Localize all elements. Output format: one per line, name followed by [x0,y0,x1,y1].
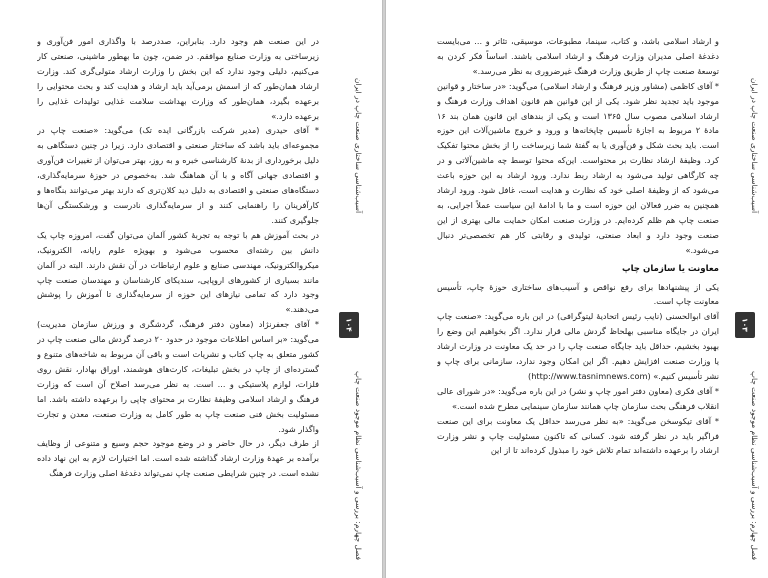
section-heading: معاونت یا سازمان چاپ [621,263,719,274]
right-page-text [437,34,719,574]
paragraph: یکی از پیشنهادها برای رفع نواقص و آسیب‌های ساختاری حوزهٔ چاپ، تأسیس معاونت چاپ است. [437,281,719,307]
page-number: ۱۰۴ [339,312,359,338]
right-page [385,0,768,578]
chapter-running-head: فصل چهارم: بررسی و آسیب‌شناسی نظام موجود صنعت چاپ [750,371,759,561]
chapter-running-head: فصل چهارم: بررسی و آسیب‌شناسی نظام موجود صنعت چاپ [354,371,363,561]
left-page-margin-header [335,34,363,578]
book-running-head: آسیب‌شناسی ساختاری صنعت چاپ در ایران [750,77,759,213]
paragraph: در بحث آموزش هم با توجه به تجربهٔ کشور آلمان می‌توان گفت، امروزه چاپ یک دانش بین رشته‌ای محسوب می‌شود و بهویژه علوم رایانه، الکترونیک، میکروالکترونیک، مهندسی صنایع و علوم ارتباطات در آن نقش دارند. البته در آلمان مانند بسیاری از کشورهای اروپایی، سندیکای کارشناسان و مهندسان صنعت چاپ وجود دارد که تمامی نیازهای این حوزه از سرمایه‌گذاری تا آموزش را پوشش می‌دهند.» [37,229,319,315]
paragraph: از طرف دیگر، در حال حاضر و در وضع موجود حجم وسیع و متنوعی از وظایف برآمده بر عهدهٔ وزارت ارشاد گذاشته شده است. اما اختیارات لازم به این نهاد داده نشده است. در چنین شرایطی صنعت چاپ نمی‌تواند دغدغهٔ اصلی وزارت فرهنگ [37,438,319,479]
right-page-margin-header [731,34,759,578]
paragraph: آقای ابوالحسنی (نایب رئیس اتحادیهٔ لیتوگرافی) در این باره می‌گوید: «صنعت چاپ ایران در جایگاه مناسبی بهلحاظ گردش مالی قرار ندارد. اگر بخواهیم این وضع را بهبود بخشیم، حداقل باید جایگاه صنعت چاپ را در حد یک معاونت در وزارت ارشاد یا وزارت صنعت افزایش دهیم. اگر این امکان وجود ندارد، سازمانی برای چاپ و نشر تأسیس کنیم.» (http://www.tasnimnews.com) [437,311,719,381]
book-running-head: آسیب‌شناسی ساختاری صنعت چاپ در ایران [354,77,363,213]
paragraph: در این صنعت هم وجود دارد. بنابراین، صددرصد با واگذاری امور فن‌آوری و زیرساختی به وزارت صنایع موافقم. در ضمن، چون ما بهطور ماشینی، صنعتی کار می‌کنیم، دلیلی وجود ندارد که این بخش را وزارت ارشاد متولی‌گری کند. وزارت ارشاد همان‌طور که از اسمش برمی‌آید باید ارشاد و هدایت کند و بحث محتوایی را برعهده بگیرد، همان‌طور که وزارت بهداشت سلامت غذایی تولیدات غذایی را برعهده دارد.» [37,36,319,121]
paragraph: * آقای کاظمی (مشاور وزیر فرهنگ و ارشاد اسلامی) می‌گوید: «در ساختار و قوانین موجود باید تجدید نظر شود. یکی از این قوانین هم قانون اهداف وزارت فرهنگ و ارشاد اسلامی مصوب سال ۱۳۶۵ است و یکی از بندهای این قانون همان بند ۱۶ مادهٔ ۲ مربوط به اجازهٔ تأسیس چاپخانه‌ها و ورود و خروج ماشین‌آلات این حوزه است. باید بحث شکل و فن‌آوری یا به گفتهٔ شما زیرساخت را از بخش محتوا تفکیک کرد. وظیفهٔ ارشاد نظارت بر محتواست. این‌که محتوا توسط چه ماشین‌آلاتی و در چه کارگاهی تولید می‌شود به ارشاد ربط ندارد. ورود ارشاد به این حوزه باعث می‌شود که از وظیفهٔ اصلی خود که نظارت و هدایت است، غافل شود. ورود ارشاد همچنین به ضرر فعالان این حوزه است و ما با ادامهٔ این سیاست عملاً اجرایی، به صنعت چاپ هم ظلم کرده‌ایم. در وزارت صنعت امکان حمایت مالی بهتری از این صنعت وجود دارد و ابعاد صنعتی، تولیدی و رقابتی کار هم تخصصی‌تر دنبال می‌شود.» [437,80,719,255]
paragraph: * آقای حیدری (مدیر شرکت بازرگانی ایده تک) می‌گوید: «صنعت چاپ در مجموعه‌ای باید باشد که ساختار صنعتی و اقتصادی دارد. زیرا در چنین دستگاهی به دلیل برخورداری از بدنهٔ کارشناسی خبره و به روز، بهتر می‌توان از تغییرات فن‌آوری و اقتصادی جهانی آگاه و با آن هماهنگ شد. به‌خصوص در حوزهٔ سرمایه‌گذاری، دستگاه‌های صنعتی و اقتصادی به دلیل دید کلان‌تری که دارند بهتر می‌توانند بنگاه‌ها و کارآفرینان را راهنمایی کنند و از سرمایه‌گذاری نادرست و ورشکستگی آن‌ها جلوگیری کنند. [37,125,319,225]
left-page [0,0,383,578]
paragraph: و ارشاد اسلامی باشد، و کتاب، سینما، مطبوعات، موسیقی، تئاتر و ... می‌بایست دغدغهٔ اصلی مدیران وزارت فرهنگ و ارشاد اسلامی باشند. اساساً فکر کردن به توسعهٔ صنعت چاپ از طریق وزارت فرهنگ غیرضروری به نظر می‌رسد.» [437,36,719,76]
paragraph: * آقای جعفرنژاد (معاون دفتر فرهنگ، گردشگری و ورزش سازمان مدیریت) می‌گوید: «بر اساس اطلاعات موجود در حدود ۲۰ درصد گردش مالی صنعت چاپ در کشور متعلق به چاپ کتاب و نشریات است و باقی آن مربوط به شاخه‌های متنوع و گسترده‌ای از چاپ در بخش تبلیغات، کارت‌های هوشمند، اوراق بهادار، نقش روی فلزات، لوازم پلاستیکی و ... است. به نظر می‌رسد اصلاح آن است که وزارت فرهنگ و ارشاد اسلامی وظیفهٔ نظارت بر محتوای چاپی را برعهده داشته باشد. اما مسئولیت بخش فنی صنعت چاپ به طور کامل به وزارت صنعت، معدن و تجارت واگذار شود. [37,319,319,434]
paragraph: * آقای فکری (معاون دفتر امور چاپ و نشر) در این باره می‌گوید: «در شورای عالی انقلاب فرهنگی بحث سازمان چاپ همانند سازمان سینمایی مطرح شده است.» [437,385,719,411]
paragraph: * آقای تیکوسخن می‌گوید: «به نظر می‌رسد حداقل یک معاونت برای این صنعت فراگیر باید در نظر گرفته شود. کسانی که تاکنون مسئولیت چاپ و نشر وزارت ارشاد را برعهده داشته‌اند تمام تلاش خود را مبذول کرده‌اند تا از این [437,415,719,456]
left-page-text [37,34,319,574]
page-number: ۱۰۳ [735,312,755,338]
